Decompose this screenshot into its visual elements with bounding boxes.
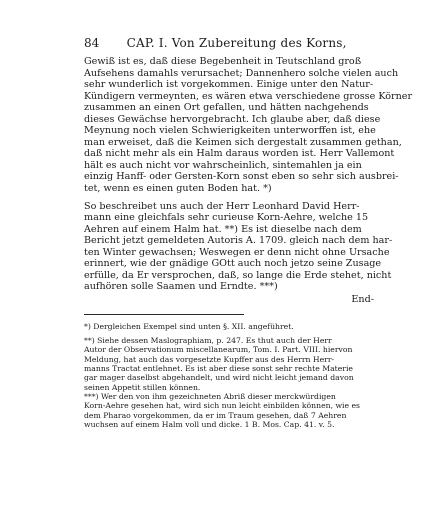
text-line: So beschreibet uns auch der Herr Leonhard David Herr- [84, 200, 360, 212]
text-line: tet, wenn es einen guten Boden hat. *) [84, 183, 272, 195]
footnote-line: Meldung, hat auch das vorgesetzte Kupffer aus des Herrn Herr- [84, 354, 335, 364]
footnote-line: **) Siehe dessen Maslographiam, p. 247. Es thut auch der Herr [84, 335, 332, 345]
text-line: sehr wunderlich ist vorgekommen. Einige unter den Natur- [84, 79, 374, 91]
footnote-line: ***) Wer den von ihm gezeichneten Abriß dieser merckwürdigen [84, 391, 336, 401]
text-line: Meynung noch vielen Schwierigkeiten unterworffen ist, ehe [84, 125, 376, 137]
text-line: erinnert, wie der gnädige GOtt auch noch jetzo seine Zusage [84, 258, 382, 270]
text-line: Aehren auf einem Halm hat. **) Es ist dieselbe nach dem [84, 223, 362, 235]
text-line: daß nicht mehr als ein Halm daraus worden ist. Herr Vallemont [84, 148, 395, 160]
footnote-line: seinen Appetit stillen können. [84, 382, 201, 392]
footnote-line: gar mager daselbst abgehandelt, und wird nicht leicht jemand davon [84, 373, 354, 383]
text-line: dieses Gewächse hervorgebracht. Ich glaube aber, daß diese [84, 113, 381, 125]
footnote-line: Korn-Aehre gesehen hat, wird sich nun leicht einbilden können, wie es [84, 401, 360, 411]
text-line: aufhören solle Saamen und Erndte. ***) [84, 281, 278, 293]
text-line: zusammen an einen Ort gefallen, und hätten nachgehends [84, 102, 369, 114]
catchword: End- [351, 293, 374, 305]
text-line: man erweiset, daß die Keimen sich dergestalt zusammen gethan, [84, 136, 402, 148]
text-line: Kündigern vermeynten, es wären etwa verschiedene grosse Körner [84, 90, 413, 102]
text-line: einzig Hanff- oder Gersten-Korn sonst eben so sehr sich ausbrei- [84, 171, 399, 183]
text-line: Bericht jetzt gemeldeten Autoris A. 1709. gleich nach dem har- [84, 235, 393, 247]
footnotes [84, 322, 374, 429]
text-line: erfülle, da Er versprochen, daß, so lange die Erde stehet, nicht [84, 269, 392, 281]
text-line: mann eine gleichfals sehr curieuse Korn-Aehre, welche 15 [84, 212, 369, 224]
footnote-line: *) Dergleichen Exempel sind unten §. XII. angeführet. [84, 322, 294, 332]
footnote-line: dem Pharao vorgekommen, da er im Traum gesehen, daß 7 Aehren [84, 410, 347, 420]
footnote-1 [84, 322, 374, 331]
paragraph-2 [84, 200, 393, 293]
footnote-divider [84, 314, 244, 315]
text-line: Gewiß ist es, daß diese Begebenheit in Teutschland groß [84, 56, 362, 67]
footnote-2 [84, 336, 374, 392]
text-line: Aufsehens damahls verursachet; Dannenhero solche vielen auch [84, 67, 399, 79]
footnote-3 [84, 392, 374, 429]
running-title: CAP. I. Von Zubereitung des Korns, [126, 36, 347, 50]
page-number: 84 [84, 36, 100, 50]
main-text [84, 56, 413, 305]
paragraph-1 [84, 56, 413, 195]
footnote-line: Autor der Observationum miscellanearum, Tom. I. Part. VIII. hiervon [84, 345, 353, 355]
footnote-line: manns Tractat entlehnet. Es ist aber diese sonst sehr rechte Materie [84, 363, 353, 373]
text-line: ten Winter gewachsen; Weswegen er denn nicht ohne Ursache [84, 246, 390, 258]
text-line: hält es auch nicht vor wahrscheinlich, sintemahlen ja ein [84, 159, 362, 171]
running-header [84, 36, 374, 50]
footnote-line: wuchsen auf einem Halm voll und dicke. 1 B. Mos. Cap. 41. v. 5. [84, 419, 335, 429]
book-page [84, 36, 413, 429]
